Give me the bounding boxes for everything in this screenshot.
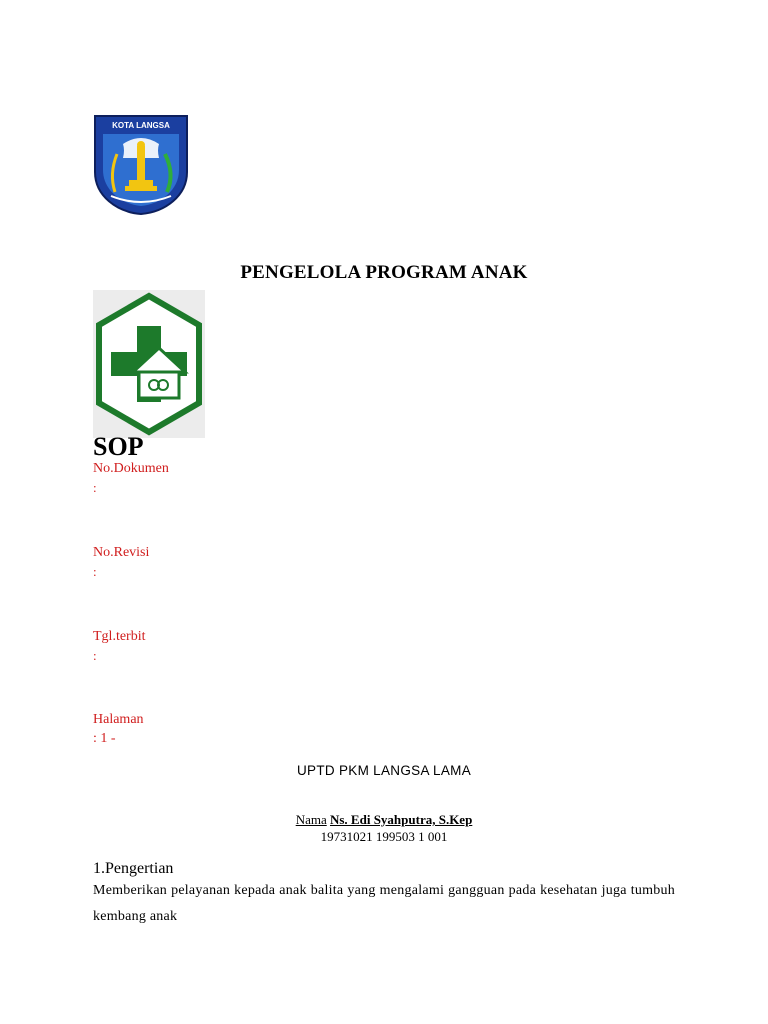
document-number-value: :	[93, 480, 97, 495]
signer-label: Nama	[295, 812, 327, 827]
signer-name: Ns. Edi Syahputra, S.Kep	[329, 812, 473, 827]
signer-line	[0, 812, 768, 828]
puskesmas-emblem-icon	[93, 290, 205, 438]
revision-number-label: No.Revisi	[93, 545, 150, 560]
section-body: Memberikan pelayanan kepada anak balita yang mengalami gangguan pada kesehatan juga tumbuh kembang anak	[93, 883, 675, 924]
page-label: Halaman	[93, 712, 144, 727]
kota-langsa-emblem-icon	[93, 114, 189, 216]
puskesmas-logo	[93, 290, 205, 438]
page-value: : 1 -	[93, 731, 116, 746]
issue-date-value: :	[93, 648, 97, 663]
revision-number-value: :	[93, 564, 97, 579]
document-number-label: No.Dokumen	[93, 461, 169, 476]
document-title: PENGELOLA PROGRAM ANAK	[240, 262, 528, 283]
unit-name: UPTD PKM LANGSA LAMA	[296, 763, 472, 778]
signer-nip: 19731021 199503 1 001	[320, 829, 448, 844]
sop-label: SOP	[93, 432, 144, 461]
kota-langsa-logo	[93, 114, 189, 216]
issue-date-label: Tgl.terbit	[93, 629, 146, 644]
section-heading: 1.Pengertian	[93, 860, 174, 877]
kota-langsa-text: KOTA LANGSA	[112, 121, 170, 130]
